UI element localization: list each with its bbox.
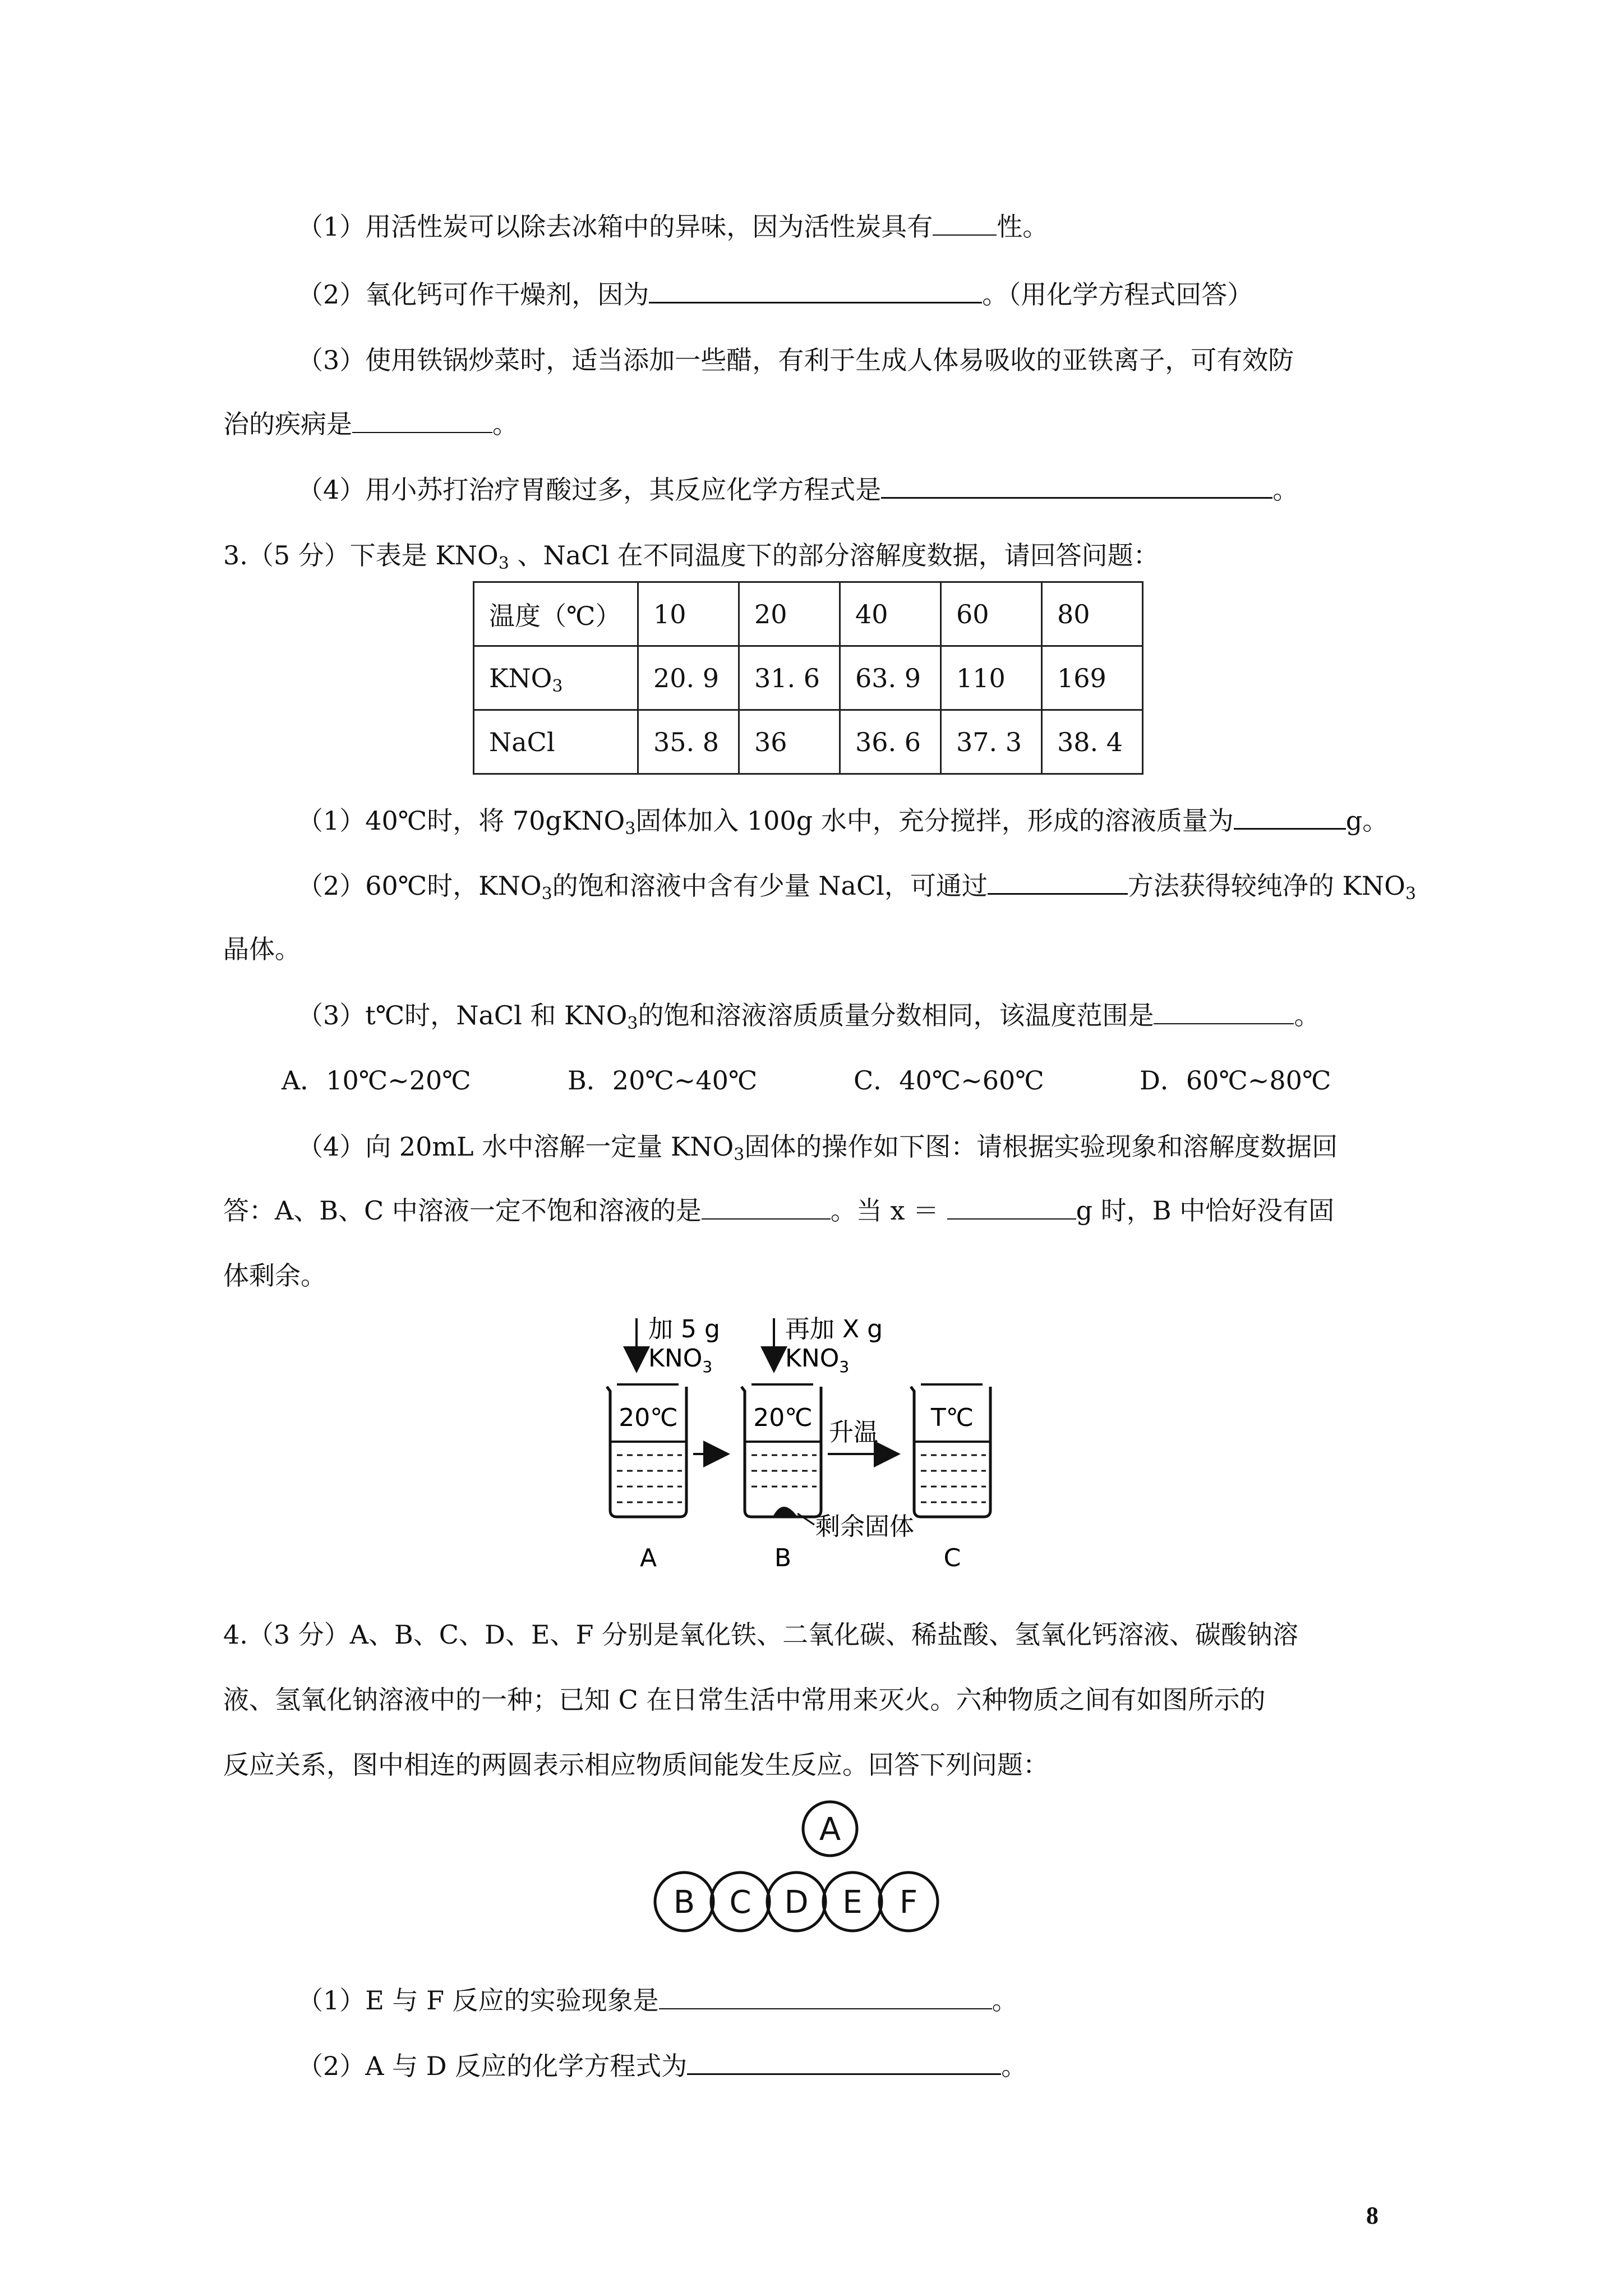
circle-label-b: B [673, 1884, 695, 1921]
q2-item2: （2）氧化钙可作干燥剂，因为 。（用化学方程式回答） [297, 277, 1253, 311]
q4-line1: 4.（3 分）A、B、C、D、E、F 分别是氧化铁、二氧化碳、稀盐酸、氢氧化钙溶液、碳酸钠溶 [223, 1619, 1298, 1650]
q4-s2: （2）A 与 D 反应的化学方程式为 。 [297, 2049, 1027, 2083]
residue-solid [773, 1507, 797, 1517]
residue-label: 剩余固体 [815, 1512, 914, 1541]
add-b-line1: 再加 X g [785, 1315, 883, 1343]
q3-intro: 3.（5 分）下表是 $KNO_3$ 、NaCl 在不同温度下的部分溶解度数据，请回答问题： [223, 540, 1159, 573]
add-a-line1: 加 5 g [648, 1315, 720, 1343]
answer-blank[interactable] [933, 210, 997, 236]
q3-s4-line3: 体剩余。 [223, 1260, 326, 1291]
table-cell: 60 [941, 582, 1042, 646]
table-cell: 169 [1042, 646, 1143, 710]
table-cell: 37. 3 [941, 710, 1042, 774]
q3-s2: （2）60℃时，$KNO_3$的饱和溶液中含有少量 NaCl，可通过 方法获得较纯净的 $KNO_3$ [297, 868, 1416, 903]
answer-blank[interactable] [702, 1194, 831, 1220]
table-cell: 20. 9 [638, 646, 739, 710]
q2-item1: （1）用活性炭可以除去冰箱中的异味，因为活性炭具有 性。 [297, 210, 1048, 243]
answer-blank[interactable] [687, 2049, 1001, 2075]
page-number: 8 [1366, 2202, 1378, 2229]
q3-s1: （1）40℃时，将 70gKNO$_3$固体加入 100g 水中，充分搅拌，形成的溶液质量为 g。 [297, 803, 1388, 838]
table-cell: NaCl [474, 710, 638, 774]
circle-label-f: F [899, 1884, 918, 1921]
answer-blank[interactable] [352, 407, 492, 433]
table-cell: 40 [840, 582, 941, 646]
answer-blank[interactable] [881, 472, 1272, 499]
table-row-nacl [474, 710, 1143, 774]
temp-label-c: T℃ [930, 1404, 974, 1432]
beaker-label-c: C [943, 1544, 961, 1572]
answer-blank[interactable] [988, 868, 1128, 895]
circle-label-d: D [784, 1884, 809, 1921]
option-a[interactable]: A．10℃~20℃ [282, 1065, 471, 1096]
table-cell: 温度（℃） [474, 582, 638, 646]
add-a-line2: $KNO_3$ [648, 1344, 713, 1376]
temp-label-b: 20℃ [753, 1404, 813, 1432]
table-cell: 31. 6 [739, 646, 840, 710]
beaker-label-a: A [639, 1544, 657, 1572]
reaction-circles-figure [645, 1795, 959, 1947]
table-cell: 80 [1042, 582, 1143, 646]
q2-item3-line2: 治的疾病是 。 [223, 407, 518, 441]
circle-label-a: A [819, 1811, 841, 1848]
beaker-a [607, 1384, 686, 1517]
q2-item4: （4）用小苏打治疗胃酸过多，其反应化学方程式是 。 [297, 472, 1298, 507]
q3-s2-line2: 晶体。 [223, 934, 301, 964]
heat-label: 升温 [829, 1418, 878, 1447]
beaker-c [911, 1384, 990, 1517]
circle-label-e: E [842, 1884, 863, 1921]
q3-s3: （3）t℃时，NaCl 和 $KNO_3$的饱和溶液溶质质量分数相同，该温度范围是 。 [297, 999, 1320, 1032]
table-cell: $KNO_3$ [474, 646, 638, 710]
beaker-b [741, 1384, 821, 1517]
table-cell: 63. 9 [840, 646, 941, 710]
solubility-table [473, 581, 1144, 775]
table-cell: 35. 8 [638, 710, 739, 774]
table-cell: 38. 4 [1042, 710, 1143, 774]
table-cell: 110 [941, 646, 1042, 710]
table-cell: 36. 6 [840, 710, 941, 774]
circle-label-c: C [729, 1884, 751, 1921]
table-cell: 20 [739, 582, 840, 646]
option-d[interactable]: D．60℃~80℃ [1140, 1065, 1331, 1096]
q4-line2: 液、氢氧化钠溶液中的一种；已知 C 在日常生活中常用来灭火。六种物质之间有如图所示的 [223, 1685, 1266, 1715]
q4-line3: 反应关系，图中相连的两圆表示相应物质间能发生反应。回答下列问题： [223, 1750, 1049, 1780]
answer-blank[interactable] [1154, 999, 1294, 1024]
q2-item3-line1: （3）使用铁锅炒菜时，适当添加一些醋，有利于生成人体易吸收的亚铁离子，可有效防 [297, 345, 1294, 375]
table-cell: 36 [739, 710, 840, 774]
table-cell: 10 [638, 582, 739, 646]
q3-s4: （4）向 20mL 水中溶解一定量 $KNO_3$固体的操作如下图：请根据实验现象和溶解度数据回 [297, 1131, 1338, 1165]
q4-s1: （1）E 与 F 反应的实验现象是 。 [297, 1984, 1018, 2017]
answer-blank[interactable] [1234, 803, 1346, 830]
add-b-line2: $KNO_3$ [785, 1344, 850, 1376]
option-b[interactable]: B．20℃~40℃ [568, 1065, 758, 1096]
answer-blank[interactable] [649, 277, 982, 303]
q3-s4-line2: 答：A、B、C 中溶液一定不饱和溶液的是 。当 x ＝ g 时，B 中恰好没有固 [223, 1194, 1334, 1227]
option-c[interactable]: C．40℃~60℃ [854, 1065, 1044, 1096]
table-row-kno3 [474, 646, 1143, 710]
table-row-header [474, 582, 1143, 646]
answer-blank[interactable] [659, 1984, 992, 2009]
beaker-experiment-figure [594, 1308, 1032, 1577]
answer-blank[interactable] [947, 1194, 1076, 1220]
beaker-label-b: B [774, 1544, 792, 1572]
temp-label-a: 20℃ [619, 1404, 678, 1432]
